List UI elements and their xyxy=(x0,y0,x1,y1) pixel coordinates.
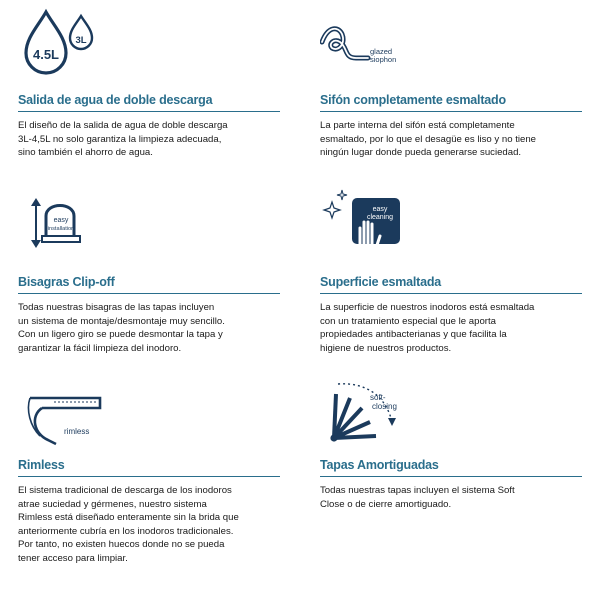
feature-rimless xyxy=(18,378,280,598)
dual-flush-drops-icon xyxy=(20,8,104,78)
feature-glazed-siphon xyxy=(320,0,582,190)
icon-label-line1: rimless xyxy=(64,427,90,436)
rimless-icon xyxy=(26,390,110,450)
glazed-siphon-icon xyxy=(320,22,420,70)
icon-label-line1: easy xyxy=(53,217,69,224)
feature-description: El sistema tradicional de descarga de los inodoros atrae suciedad y gérmenes, nuestro sistema Rimless está diseñado enteramente sin la brida que anteriormente cubría en los inodoros tradicionales. Por tanto, no existen huecos donde no se pueda tener acceso para limpiar. xyxy=(18,485,239,564)
icon-label-line1: easy xyxy=(372,206,388,213)
feature-dual-flush xyxy=(18,0,280,190)
icon-label-line1: soft- xyxy=(370,393,386,402)
feature-clip-off-hinges xyxy=(18,188,280,378)
feature-description: El diseño de la salida de agua de doble descarga 3L-4,5L no solo garantiza la limpieza adecuada, sino también el ahorro de agua. xyxy=(18,120,228,159)
icon-label-line2: closing xyxy=(372,402,397,411)
icon-label-big: 4.5L xyxy=(32,47,60,62)
feature-description: La superficie de nuestros inodoros está esmaltada con un tratamiento especial que le aporta propiedades antibacterianas y que facilita la higiene de nuestros productos. xyxy=(320,302,535,354)
icon-label-line2: siophon xyxy=(370,55,397,64)
feature-title: Rimless xyxy=(18,458,280,477)
icon-label-line2: installation xyxy=(47,226,75,232)
feature-description: Todas nuestras bisagras de las tapas incluyen un sistema de montaje/desmontaje muy sencillo. Con un ligero giro se puede desmontar la tapa y garantizar la fácil limpieza del inodoro. xyxy=(18,302,225,354)
easy-installation-icon xyxy=(26,194,106,256)
easy-cleaning-icon xyxy=(322,188,412,254)
feature-glazed-surface xyxy=(320,188,582,378)
soft-closing-icon xyxy=(326,378,416,448)
feature-title: Sifón completamente esmaltado xyxy=(320,93,582,112)
icon-label-line2: cleaning xyxy=(366,214,394,221)
feature-title: Superficie esmaltada xyxy=(320,275,582,294)
feature-title: Salida de agua de doble descarga xyxy=(18,93,280,112)
feature-description: La parte interna del sifón está completamente esmaltado, por lo que el desagüe es liso y no tiene ningún lugar donde pueda generarse suciedad. xyxy=(320,120,536,159)
feature-title: Bisagras Clip-off xyxy=(18,275,280,294)
icon-label-line1: glazed xyxy=(370,47,393,56)
feature-description: Todas nuestras tapas incluyen el sistema Soft Close o de cierre amortiguado. xyxy=(320,485,515,510)
icon-label-small: 3L xyxy=(75,35,87,46)
feature-title: Tapas Amortiguadas xyxy=(320,458,582,477)
feature-soft-close xyxy=(320,378,582,598)
